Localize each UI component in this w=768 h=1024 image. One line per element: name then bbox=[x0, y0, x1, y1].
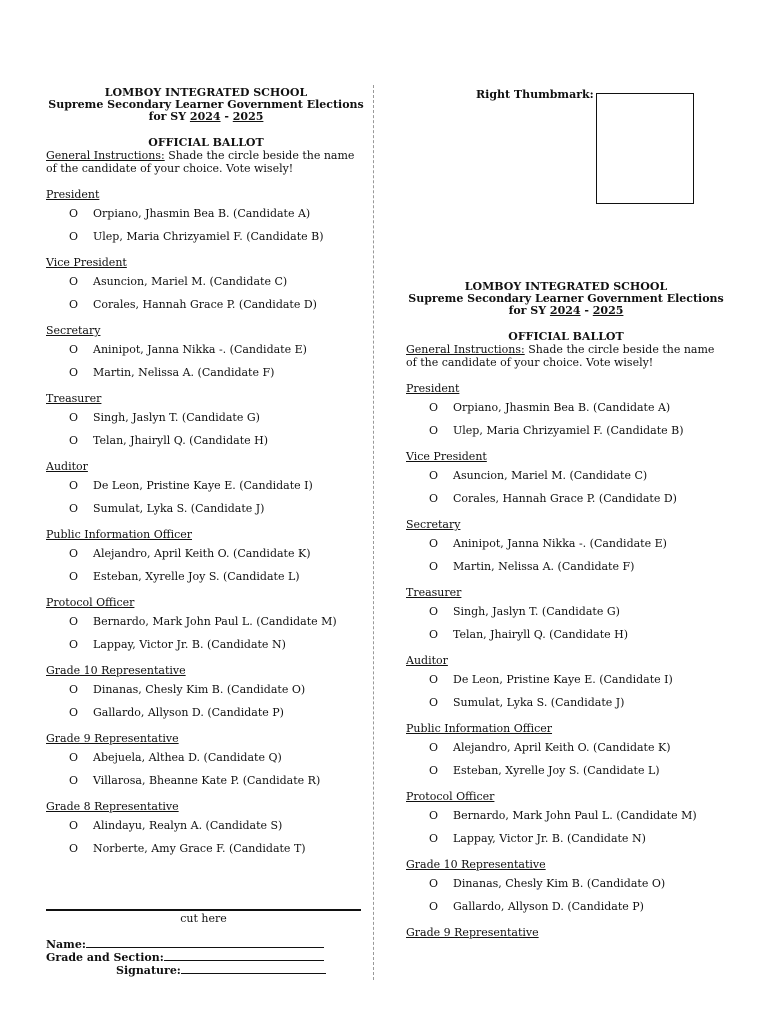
candidate-option[interactable] bbox=[406, 832, 726, 845]
candidate-option[interactable] bbox=[46, 683, 366, 696]
ballot-title: OFFICIAL BALLOT bbox=[148, 136, 264, 149]
candidate-name: De Leon, Pristine Kaye E. (Candidate I) bbox=[453, 673, 673, 686]
candidate-name: Ulep, Maria Chrizyamiel F. (Candidate B) bbox=[93, 230, 324, 243]
candidate-name: Corales, Hannah Grace P. (Candidate D) bbox=[453, 492, 677, 505]
position-title: Vice President bbox=[406, 450, 487, 463]
candidate-option[interactable] bbox=[46, 298, 366, 311]
position-title: Grade 8 Representative bbox=[46, 800, 179, 813]
candidate-name: Telan, Jhairyll Q. (Candidate H) bbox=[93, 434, 269, 447]
vote-circle[interactable]: O bbox=[69, 570, 79, 583]
position-title: Protocol Officer bbox=[406, 790, 495, 803]
candidate-option[interactable] bbox=[406, 605, 726, 618]
vote-circle[interactable]: O bbox=[69, 411, 79, 424]
candidate-name: Orpiano, Jhasmin Bea B. (Candidate A) bbox=[93, 207, 311, 220]
vote-circle[interactable]: O bbox=[69, 343, 79, 356]
candidate-name: Abejuela, Althea D. (Candidate Q) bbox=[93, 751, 282, 764]
position-title: Secretary bbox=[46, 324, 101, 337]
candidate-name: Martin, Nelissa A. (Candidate F) bbox=[93, 366, 275, 379]
ballot-title: OFFICIAL BALLOT bbox=[508, 330, 624, 343]
candidate-name: Martin, Nelissa A. (Candidate F) bbox=[453, 560, 635, 573]
candidate-option[interactable] bbox=[406, 696, 726, 709]
candidate-option[interactable] bbox=[406, 877, 726, 890]
candidate-name: Asuncion, Mariel M. (Candidate C) bbox=[93, 275, 288, 288]
candidate-name: Esteban, Xyrelle Joy S. (Candidate L) bbox=[93, 570, 300, 583]
candidate-option[interactable] bbox=[46, 774, 366, 787]
vote-circle[interactable]: O bbox=[69, 751, 79, 764]
candidate-name: Alejandro, April Keith O. (Candidate K) bbox=[453, 741, 671, 754]
candidate-option[interactable] bbox=[46, 547, 366, 560]
vote-circle[interactable]: O bbox=[69, 615, 79, 628]
candidate-name: Orpiano, Jhasmin Bea B. (Candidate A) bbox=[453, 401, 671, 414]
candidate-name: Villarosa, Bheanne Kate P. (Candidate R) bbox=[93, 774, 321, 787]
school-name: LOMBOY INTEGRATED SCHOOL bbox=[464, 280, 668, 293]
vote-circle[interactable]: O bbox=[429, 424, 439, 437]
cut-line bbox=[46, 909, 361, 911]
vote-circle[interactable]: O bbox=[429, 673, 439, 686]
vote-circle[interactable]: O bbox=[69, 298, 79, 311]
vote-circle[interactable]: O bbox=[429, 469, 439, 482]
candidate-name: Singh, Jaslyn T. (Candidate G) bbox=[93, 411, 260, 424]
candidate-option[interactable] bbox=[406, 492, 726, 505]
candidate-option[interactable] bbox=[46, 819, 366, 832]
candidate-name: De Leon, Pristine Kaye E. (Candidate I) bbox=[93, 479, 313, 492]
candidate-option[interactable] bbox=[46, 706, 366, 719]
vote-circle[interactable]: O bbox=[429, 628, 439, 641]
candidate-name: Aninipot, Janna Nikka -. (Candidate E) bbox=[93, 343, 307, 356]
candidate-name: Bernardo, Mark John Paul L. (Candidate M) bbox=[453, 809, 697, 822]
position-title: President bbox=[406, 382, 460, 395]
candidate-option[interactable] bbox=[406, 809, 726, 822]
vote-circle[interactable]: O bbox=[69, 842, 79, 855]
vote-circle[interactable]: O bbox=[429, 401, 439, 414]
school-name: LOMBOY INTEGRATED SCHOOL bbox=[104, 86, 308, 99]
candidate-option[interactable] bbox=[46, 275, 366, 288]
candidate-name: Bernardo, Mark John Paul L. (Candidate M) bbox=[93, 615, 337, 628]
vote-circle[interactable]: O bbox=[69, 819, 79, 832]
thumbmark-box bbox=[596, 93, 694, 204]
position-title: Public Information Officer bbox=[406, 722, 553, 735]
candidate-option[interactable] bbox=[46, 502, 366, 515]
candidate-option[interactable] bbox=[46, 411, 366, 424]
positions-list bbox=[46, 188, 366, 855]
candidate-option[interactable] bbox=[46, 434, 366, 447]
instructions: General Instructions: Shade the circle beside the name of the candidate of your choice. Vote wisely! bbox=[46, 149, 355, 175]
school-year: for SY 2024 - 2025 bbox=[148, 110, 264, 123]
candidate-option[interactable] bbox=[46, 570, 366, 583]
vote-circle[interactable]: O bbox=[429, 696, 439, 709]
candidate-name: Alejandro, April Keith O. (Candidate K) bbox=[93, 547, 311, 560]
candidate-option[interactable] bbox=[46, 230, 366, 243]
vote-circle[interactable]: O bbox=[429, 832, 439, 845]
candidate-option[interactable] bbox=[406, 764, 726, 777]
candidate-name: Telan, Jhairyll Q. (Candidate H) bbox=[453, 628, 629, 641]
candidate-option[interactable] bbox=[406, 537, 726, 550]
vote-circle[interactable]: O bbox=[69, 479, 79, 492]
candidate-name: Lappay, Victor Jr. B. (Candidate N) bbox=[453, 832, 646, 845]
position-title: Grade 10 Representative bbox=[406, 858, 546, 871]
thumbmark-label: Right Thumbmark: bbox=[476, 88, 594, 101]
candidate-option[interactable] bbox=[46, 366, 366, 379]
candidate-option[interactable] bbox=[406, 741, 726, 754]
vote-circle[interactable]: O bbox=[429, 560, 439, 573]
candidate-name: Aninipot, Janna Nikka -. (Candidate E) bbox=[453, 537, 667, 550]
position-title: President bbox=[46, 188, 100, 201]
grade-section-field[interactable]: Grade and Section: bbox=[46, 950, 324, 964]
position-title: Secretary bbox=[406, 518, 461, 531]
vote-circle[interactable]: O bbox=[69, 638, 79, 651]
candidate-option[interactable] bbox=[46, 638, 366, 651]
vote-circle[interactable]: O bbox=[69, 774, 79, 787]
candidate-option[interactable] bbox=[46, 615, 366, 628]
election-title: Supreme Secondary Learner Government Elections bbox=[48, 98, 364, 111]
position-title: Auditor bbox=[46, 460, 88, 473]
candidate-option[interactable] bbox=[406, 673, 726, 686]
cut-divider bbox=[373, 85, 374, 980]
vote-circle[interactable]: O bbox=[429, 900, 439, 913]
candidate-option[interactable] bbox=[406, 401, 726, 414]
vote-circle[interactable]: O bbox=[69, 275, 79, 288]
vote-circle[interactable]: O bbox=[69, 502, 79, 515]
ballot-left bbox=[46, 87, 366, 855]
position-title: Public Information Officer bbox=[46, 528, 193, 541]
candidate-name: Norberte, Amy Grace F. (Candidate T) bbox=[93, 842, 306, 855]
position-title: Grade 9 Representative bbox=[46, 732, 179, 745]
candidate-option[interactable] bbox=[46, 842, 366, 855]
candidate-name: Gallardo, Allyson D. (Candidate P) bbox=[453, 900, 644, 913]
candidate-name: Asuncion, Mariel M. (Candidate C) bbox=[453, 469, 648, 482]
vote-circle[interactable]: O bbox=[69, 683, 79, 696]
candidate-name: Sumulat, Lyka S. (Candidate J) bbox=[93, 502, 265, 515]
candidate-name: Lappay, Victor Jr. B. (Candidate N) bbox=[93, 638, 286, 651]
position-title: Grade 9 Representative bbox=[406, 926, 539, 939]
vote-circle[interactable]: O bbox=[69, 434, 79, 447]
candidate-name: Corales, Hannah Grace P. (Candidate D) bbox=[93, 298, 317, 311]
candidate-option[interactable] bbox=[406, 424, 726, 437]
signature-field[interactable]: Signature: bbox=[116, 963, 326, 977]
position-title: Treasurer bbox=[406, 586, 462, 599]
candidate-name: Esteban, Xyrelle Joy S. (Candidate L) bbox=[453, 764, 660, 777]
vote-circle[interactable]: O bbox=[69, 230, 79, 243]
candidate-name: Alindayu, Realyn A. (Candidate S) bbox=[93, 819, 283, 832]
vote-circle[interactable]: O bbox=[429, 492, 439, 505]
candidate-name: Dinanas, Chesly Kim B. (Candidate O) bbox=[93, 683, 306, 696]
candidate-option[interactable] bbox=[46, 479, 366, 492]
candidate-option[interactable] bbox=[406, 628, 726, 641]
cut-here-text: cut here bbox=[180, 912, 227, 925]
name-field[interactable]: Name: bbox=[46, 937, 324, 951]
candidate-name: Gallardo, Allyson D. (Candidate P) bbox=[93, 706, 284, 719]
vote-circle[interactable]: O bbox=[429, 764, 439, 777]
candidate-name: Sumulat, Lyka S. (Candidate J) bbox=[453, 696, 625, 709]
candidate-option[interactable] bbox=[46, 751, 366, 764]
position-title: Protocol Officer bbox=[46, 596, 135, 609]
candidate-name: Ulep, Maria Chrizyamiel F. (Candidate B) bbox=[453, 424, 684, 437]
vote-circle[interactable]: O bbox=[429, 809, 439, 822]
candidate-option[interactable] bbox=[406, 900, 726, 913]
vote-circle[interactable]: O bbox=[69, 706, 79, 719]
school-year: for SY 2024 - 2025 bbox=[508, 304, 624, 317]
positions-list bbox=[406, 382, 726, 939]
vote-circle[interactable]: O bbox=[429, 741, 439, 754]
candidate-name: Dinanas, Chesly Kim B. (Candidate O) bbox=[453, 877, 666, 890]
election-title: Supreme Secondary Learner Government Elections bbox=[408, 292, 724, 305]
vote-circle[interactable]: O bbox=[69, 366, 79, 379]
candidate-option[interactable] bbox=[46, 207, 366, 220]
candidate-option[interactable] bbox=[406, 469, 726, 482]
position-title: Treasurer bbox=[46, 392, 102, 405]
vote-circle[interactable]: O bbox=[429, 605, 439, 618]
candidate-option[interactable] bbox=[46, 343, 366, 356]
vote-circle[interactable]: O bbox=[429, 537, 439, 550]
ballot-right bbox=[406, 281, 726, 939]
position-title: Grade 10 Representative bbox=[46, 664, 186, 677]
position-title: Auditor bbox=[406, 654, 448, 667]
position-title: Vice President bbox=[46, 256, 127, 269]
vote-circle[interactable]: O bbox=[69, 207, 79, 220]
vote-circle[interactable]: O bbox=[69, 547, 79, 560]
instructions: General Instructions: Shade the circle beside the name of the candidate of your choice. Vote wisely! bbox=[406, 343, 715, 369]
vote-circle[interactable]: O bbox=[429, 877, 439, 890]
candidate-option[interactable] bbox=[406, 560, 726, 573]
candidate-name: Singh, Jaslyn T. (Candidate G) bbox=[453, 605, 620, 618]
